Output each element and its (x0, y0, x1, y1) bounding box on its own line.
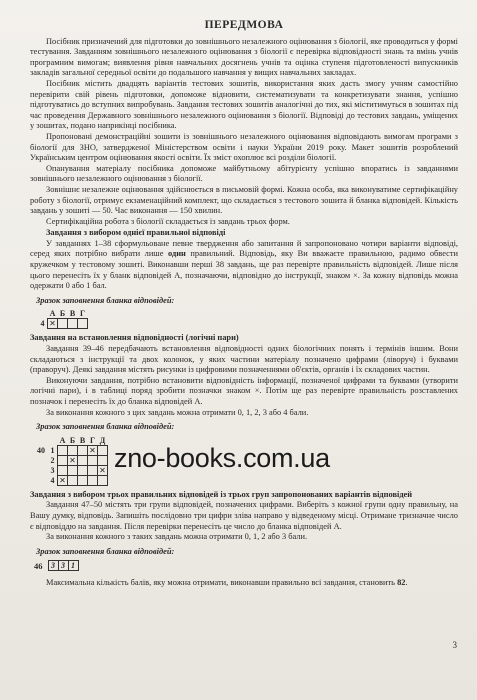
grid2-cell (58, 465, 68, 475)
grid2-letter: В (79, 435, 86, 445)
paragraph-exam-format: Зовнішнє незалежне оцінювання здійснюється в письмовій формі. Кожна особа, яка виконуватиме сертифікаційну роботу з біології, отримує екзаменаційний комплект, що складається з тестового зошита й бланка відповідей. Кількість завдань у зошиті — 50. Час виконання — 150 хвилин. (30, 184, 458, 216)
grid2-cell (68, 475, 78, 485)
section2-text3: За виконання кожного з цих завдань можна отримати 0, 1, 2, 3 або 4 бали. (46, 407, 309, 417)
grid1-letter: Г (79, 309, 86, 319)
section1-answer-grid (38, 309, 458, 329)
paragraph-contents: Посібник містить двадцять варіантів тестових зошитів, використання яких дасть змогу учням самостійно перевірити свій рівень підготовки, допоможе відновити, систематизувати та конкретизувати знання, успішно підготуватись до вступних випробувань. Завдання тестових зошитів аналогічні до тих, які міститимуться в зошитах під час проведення Державного зовнішнього незалежного оцінювання з біології. Відповіді до тестових завдань, уміщених у зошитах, подано наприкінці посібника. (30, 78, 458, 131)
page-number: 3 (452, 640, 457, 650)
grid2-cell (78, 475, 88, 485)
grid2-cell (78, 465, 88, 475)
page-content (30, 20, 458, 589)
grid2-cell-marked: ✕ (69, 455, 76, 465)
section1-heading: Завдання з вибором однієї правильної відповіді (46, 228, 226, 238)
grid2-cell (68, 445, 78, 455)
grid2-row-label: 4 (50, 475, 55, 485)
section2-text1: Завдання 39–46 передбачають встановлення відповідності одних біологічних понять і термінів іншим. Вони складаються з інструкції та двох колонок, у яких частини матеріалу позначено цифрами (ліворуч) і буквами (праворуч). Деякі завдання містять рисунки із цифровими позначеннями об'єктів, органів і їх складових частин. (30, 344, 458, 375)
final-score-text: Максимальна кількість балів, яку можна отримати, виконавши правильно всі завдання, становить 82. (46, 578, 408, 588)
grid2-cell (58, 455, 68, 465)
section3-heading: Завдання з вибором трьох правильних відповідей із трьох груп запропонованих варіантів відповідей (30, 489, 413, 499)
grid1-cell-marked: ✕ (49, 319, 56, 329)
section1-example-caption: Зразок заповнення бланка відповідей: (36, 295, 175, 305)
section3-answer-grid (34, 560, 458, 571)
grid2-letter: Д (99, 435, 106, 445)
grid1-cell (58, 319, 68, 329)
final-max-score: 82 (397, 578, 406, 588)
section1-text (30, 239, 458, 292)
grid2-row-label: 1 (50, 445, 55, 455)
section3-text2: За виконання кожного з таких завдань можна отримати 0, 1, 2 або 3 бали. (46, 532, 308, 542)
grid2-cell (78, 445, 88, 455)
grid2-cell (58, 445, 68, 455)
grid3-digit: 3 (58, 561, 68, 571)
paragraph-program: Пропоновані демонстраційні зошити із зовнішнього незалежного оцінювання відповідають вимогам програми з біології для ЗНО, затвердженої Міністерством освіти і науки України 2019 року. Макет зошитів розроблений Українським центром оцінювання якості освіти. Їх зміст охоплює всі розділи біології. (30, 131, 458, 163)
section2-example-caption: Зразок заповнення бланка відповідей: (36, 422, 175, 432)
grid1-cell (68, 319, 78, 329)
watermark-text: zno-books.com.ua (114, 443, 330, 473)
grid2-cell (88, 455, 98, 465)
grid2-row-label: 2 (50, 455, 55, 465)
grid2-letter: Б (69, 435, 76, 445)
grid3-number: 46 (34, 560, 43, 571)
grid3-digit: 1 (68, 561, 78, 571)
grid2-cell (98, 475, 108, 485)
grid1-letter: А (49, 309, 56, 319)
grid3-digit: 3 (48, 561, 58, 571)
grid2-cell-marked: ✕ (89, 445, 96, 455)
section1-text-part2: правильний. Відповідь, яку Ви вважаєте правильною, радимо обвести кружечком у тестовому зошиті. Виконавши перші 38 завдань, ще раз перевірте правильність відповідей. Лише після цього перенесіть їх у бланк відповідей А, позначаючи, відповідно до інструкції, знаком ×. За кожну відповідь можна одержати 0 або 1 бал. (30, 249, 459, 291)
section2-text2: Виконуючи завдання, потрібно встановити відповідність інформації, позначеної цифрами та буквами (утворити логічні пари), і в таблиці поряд зробити позначки знаком ×. Потім ще раз перевірте правильність розставлених позначок і перенесіть їх до бланка відповідей А. (30, 375, 458, 406)
grid2-number: 40 (37, 445, 45, 455)
grid2-cell (88, 465, 98, 475)
grid2-letter: А (59, 435, 66, 445)
paragraph-purpose: Посібник призначений для підготовки до зовнішнього незалежного оцінювання з біології, яке проводиться у формі тестування. Завданням зовнішнього незалежного оцінювання з біології є перевірка відповідності знань та вмінь учнів програмним вимогам; виявлення рівня навчальних досягнень учнів та оцінка ступеня підготовленості випускників закладів загальної середньої освіти до подальшого навчання у вищих навчальних закладах. (30, 36, 458, 78)
grid2-cell (98, 455, 108, 465)
grid2-cell (68, 465, 78, 475)
section1-bold-word: один (168, 249, 186, 259)
section2-heading: Завдання на встановлення відповідності (логічні пари) (30, 333, 239, 343)
section1-text-part1: У завданнях 1–38 сформульоване певне твердження або запитання й запропоновано чотири варіанти відповіді, серед яких потрібно вибрати лише (30, 238, 458, 259)
grid1-letter: Б (59, 309, 66, 319)
grid2-cell-marked: ✕ (59, 475, 66, 485)
paragraph-mastery: Опанування матеріалу посібника допоможе майбутньому абітурієнту успішно впоратись із завданнями зовнішнього незалежного оцінювання з біології. (30, 163, 458, 184)
grid2-cell (98, 445, 108, 455)
grid1-number: 4 (40, 319, 45, 329)
grid2-cell (88, 475, 98, 485)
grid2-cell (78, 455, 88, 465)
grid1-letter: В (69, 309, 76, 319)
page-title: ПЕРЕДМОВА (204, 19, 284, 31)
section3-example-caption: Зразок заповнення бланка відповідей: (36, 546, 175, 556)
section3-text1: Завдання 47–50 містять три групи відповідей, позначених цифрами. Виберіть з кожної групи одну правильну, на Вашу думку, відповідь. Запишіть послідовно три цифри зліва направо у відведеному місці. Отримане тризначне число є відповіддю на завдання. Після перевірки перенесіть це число до бланка відповідей А. (30, 500, 458, 531)
grid2-cell-marked: ✕ (99, 465, 106, 475)
paragraph-task-forms: Сертифікаційна робота з біології складається із завдань трьох форм. (46, 216, 290, 226)
grid1-cell (78, 319, 88, 329)
grid2-letter: Г (89, 435, 96, 445)
final-text: Максимальна кількість балів, яку можна отримати, виконавши правильно всі завдання, становить (46, 578, 395, 588)
grid2-row-label: 3 (50, 465, 55, 475)
